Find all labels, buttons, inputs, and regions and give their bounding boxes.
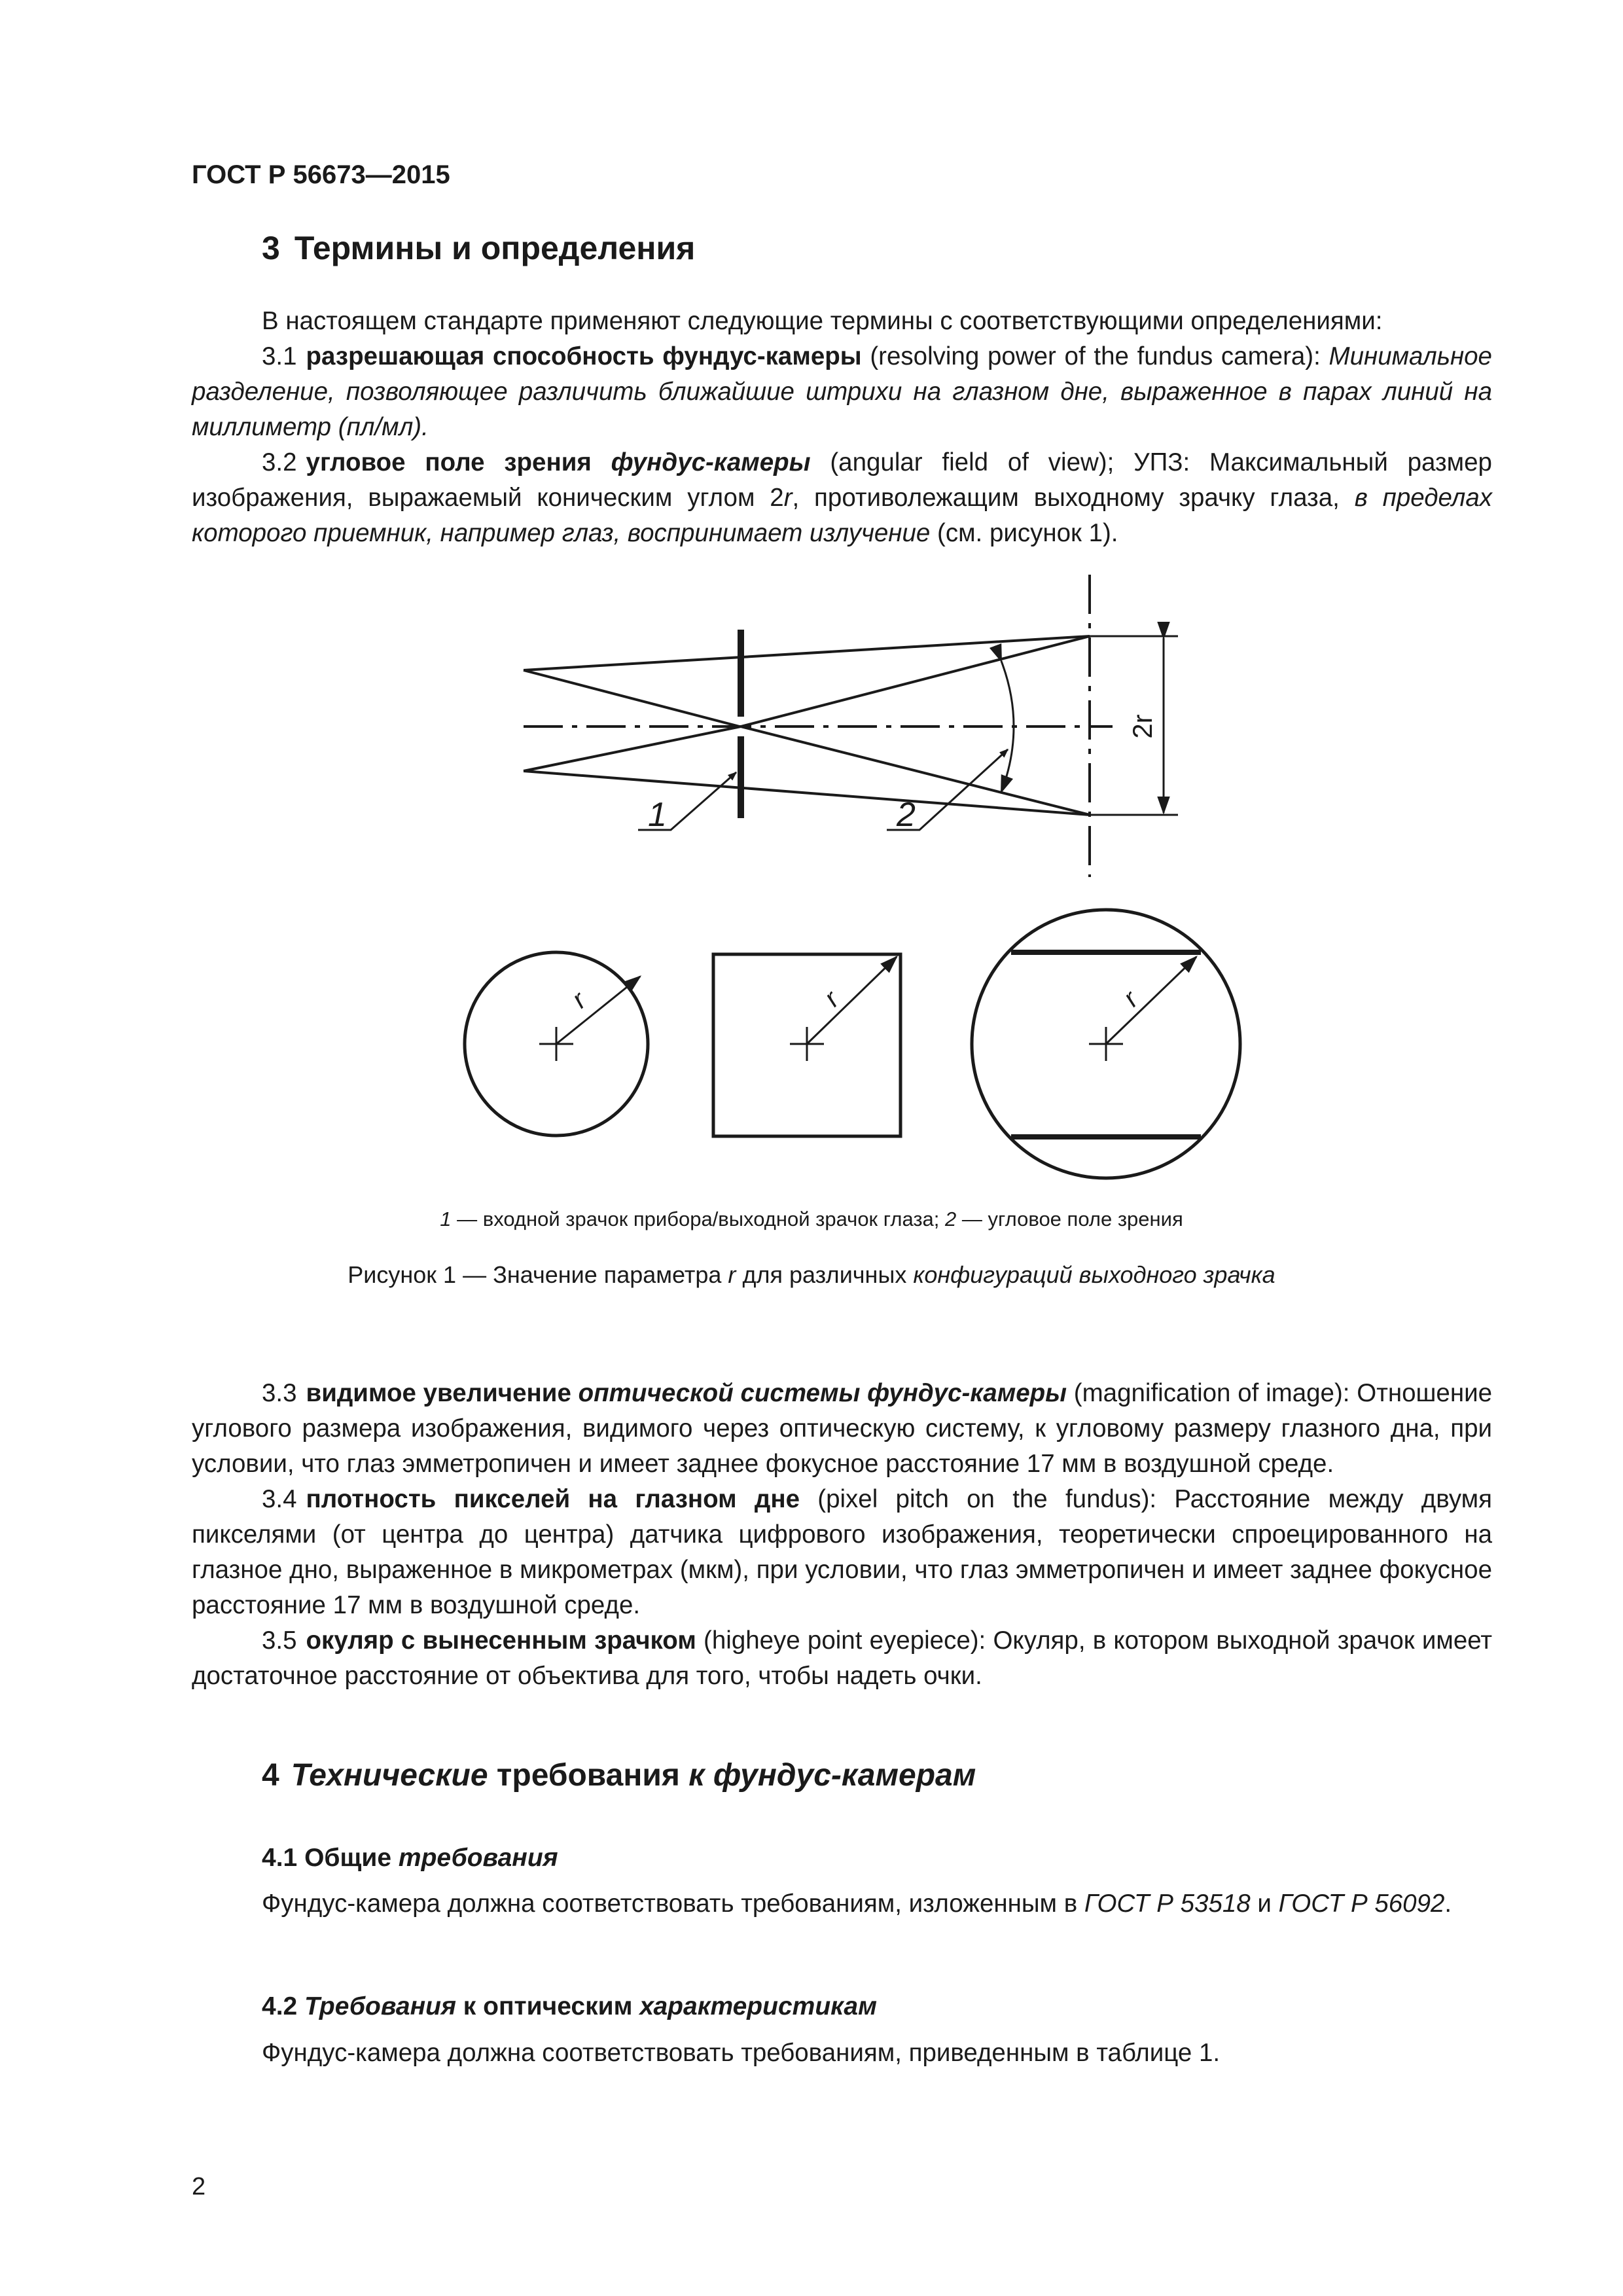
term-3-3-term-a: видимое увеличение [306, 1379, 571, 1407]
subsection-4-1-title-a: Общие [304, 1844, 392, 1872]
subsection-4-1-heading [262, 1844, 558, 1873]
figure-title-r: r [728, 1261, 736, 1288]
document-header: ГОСТ Р 56673—2015 [192, 160, 450, 189]
subsection-4-2-title-c: характеристикам [639, 1992, 877, 2020]
subsection-4-1-ref-1: ГОСТ Р 53518 [1084, 1890, 1251, 1918]
term-3-5 [192, 1623, 1492, 1694]
subsection-4-2-title-a: Требования [304, 1992, 456, 2020]
term-3-4 [192, 1482, 1492, 1623]
section-3-number: 3 [262, 230, 280, 266]
term-3-2-term-b: фундус-камеры [611, 448, 811, 476]
callout-2: 2 [897, 796, 916, 834]
radius-label-square: r [818, 985, 845, 1013]
term-3-4-number: 3.4 [262, 1485, 297, 1513]
subsection-4-2-text: Фундус-камера должна соответствовать требованиям, приведенным в таблице 1. [262, 2039, 1221, 2067]
subsection-4-1-text [192, 1886, 1492, 1922]
legend-1-text: — входной зрачок прибора/выходной зрачок глаза; [457, 1208, 940, 1230]
term-3-1 [192, 339, 1492, 445]
radius-arrow-circle [556, 977, 640, 1044]
term-3-2-english: (angular field of view); УПЗ: [830, 448, 1190, 476]
term-3-1-definition: Минимальное разделение, позволяющее различить ближайшие штрихи на глазном дне, выраженное в парах линий на миллиметр (пл/мл). [192, 342, 1492, 441]
section-3-body-top [192, 304, 1492, 551]
term-3-1-number: 3.1 [262, 342, 297, 370]
subsection-4-2-number: 4.2 [262, 1992, 298, 2020]
section-3-body-bottom [192, 1376, 1492, 1694]
subsection-4-1-number: 4.1 [262, 1844, 298, 1872]
radius-label-circle: r [566, 986, 592, 1014]
term-3-2-def-a: Максимальный размер изображения, выражаемый коническим углом 2 [192, 448, 1492, 512]
section-4-title-c: к фундус-камерам [688, 1758, 976, 1793]
term-3-2 [192, 445, 1492, 551]
figure-1-legend [0, 1208, 1623, 1231]
term-3-2-def-c: в пределах которого приемник, например глаз, воспринимает излучение [192, 484, 1492, 547]
subsection-4-1-ref-2: ГОСТ Р 56092 [1278, 1890, 1445, 1918]
radius-arrow-square [807, 957, 897, 1044]
term-3-1-term: разрешающая способность фундус-камеры [306, 342, 862, 370]
term-3-2-number: 3.2 [262, 448, 297, 476]
ray-lower-in [524, 726, 741, 771]
cone-upper-line [524, 636, 1090, 670]
dimension-2r-label: 2r [1127, 714, 1158, 739]
subsection-4-1-title-b: требования [398, 1844, 558, 1872]
term-3-3-definition: Отношение углового размера изображения, видимого через оптическую систему, к угловому размеру глазного дна, при условии, что глаз эмметропичен и имеет заднее фокусное расстояние 17 мм в воздушной среде. [192, 1379, 1492, 1478]
subsection-4-2-heading [262, 1992, 877, 2021]
ray-upper-crossing [524, 670, 740, 726]
term-3-2-def-d: (см. рисунок 1). [937, 519, 1118, 547]
term-3-2-def-r: r [783, 484, 793, 512]
subsection-4-1-text-a: Фундус-камера должна соответствовать требованиям, изложенным в [262, 1890, 1078, 1918]
radius-label-truncated: r [1117, 985, 1144, 1013]
term-3-4-english: (pixel pitch on the fundus): [817, 1485, 1157, 1513]
subsection-4-1-text-c: . [1444, 1890, 1452, 1918]
term-3-3 [192, 1376, 1492, 1482]
legend-2-text: — угловое поле зрения [961, 1208, 1183, 1230]
legend-2-number: 2 [945, 1208, 957, 1230]
subsection-4-2-title-b: к оптическим [463, 1992, 633, 2020]
page-number: 2 [192, 2173, 206, 2200]
subsection-4-1-text-b: и [1257, 1890, 1272, 1918]
term-3-2-term-a: угловое поле зрения [306, 448, 592, 476]
term-3-5-term: окуляр с вынесенным зрачком [306, 1626, 696, 1655]
term-3-3-english: (magnification of image): [1073, 1379, 1350, 1407]
callout-1: 1 [648, 796, 667, 834]
section-4-title-b: требования [496, 1758, 680, 1793]
section-3-title: Термины и определения [294, 230, 696, 266]
term-3-4-definition: Расстояние между двумя пикселями (от центра до центра) датчика цифрового изображения, теоретически спроецированного на глазное дно, выраженное в микрометрах (мкм), при условии, что глаз эмметропичен и имеет заднее фокусное расстояние 17 мм в воздушной среде. [192, 1485, 1492, 1619]
term-3-1-english: (resolving power of the fundus camera): [870, 342, 1321, 370]
figure-title-c: конфигураций выходного зрачка [913, 1261, 1275, 1288]
figure-1-diagram [0, 569, 1623, 1224]
term-3-3-term-b: оптической системы фундус-камеры [578, 1379, 1067, 1407]
term-3-4-term: плотность пикселей на глазном дне [306, 1485, 800, 1513]
section-4-heading [262, 1757, 976, 1793]
term-3-5-english: (higheye point eyepiece): [704, 1626, 986, 1655]
subsection-4-2-body [192, 2036, 1492, 2071]
term-3-5-definition: Окуляр, в котором выходной зрачок имеет достаточное расстояние от объектива для того, чтобы надеть очки. [192, 1626, 1493, 1690]
section-3-heading [262, 229, 695, 267]
term-3-5-number: 3.5 [262, 1626, 297, 1655]
figure-1-title [0, 1261, 1623, 1289]
section-3-intro: В настоящем стандарте применяют следующие термины с соответствующими определениями: [262, 307, 1383, 335]
ray-to-top [741, 636, 1090, 726]
term-3-2-def-b: , противолежащим выходному зрачку глаза, [792, 484, 1340, 512]
figure-title-b: для различных [742, 1261, 907, 1288]
legend-1-number: 1 [440, 1208, 452, 1230]
figure-title-a: Рисунок 1 — Значение параметра [348, 1261, 722, 1288]
radius-arrow-truncated [1106, 957, 1196, 1044]
section-4-number: 4 [262, 1758, 279, 1793]
section-4-title-a: Технические [291, 1758, 488, 1793]
term-3-3-number: 3.3 [262, 1379, 297, 1407]
subsection-4-1-body [192, 1886, 1492, 1922]
